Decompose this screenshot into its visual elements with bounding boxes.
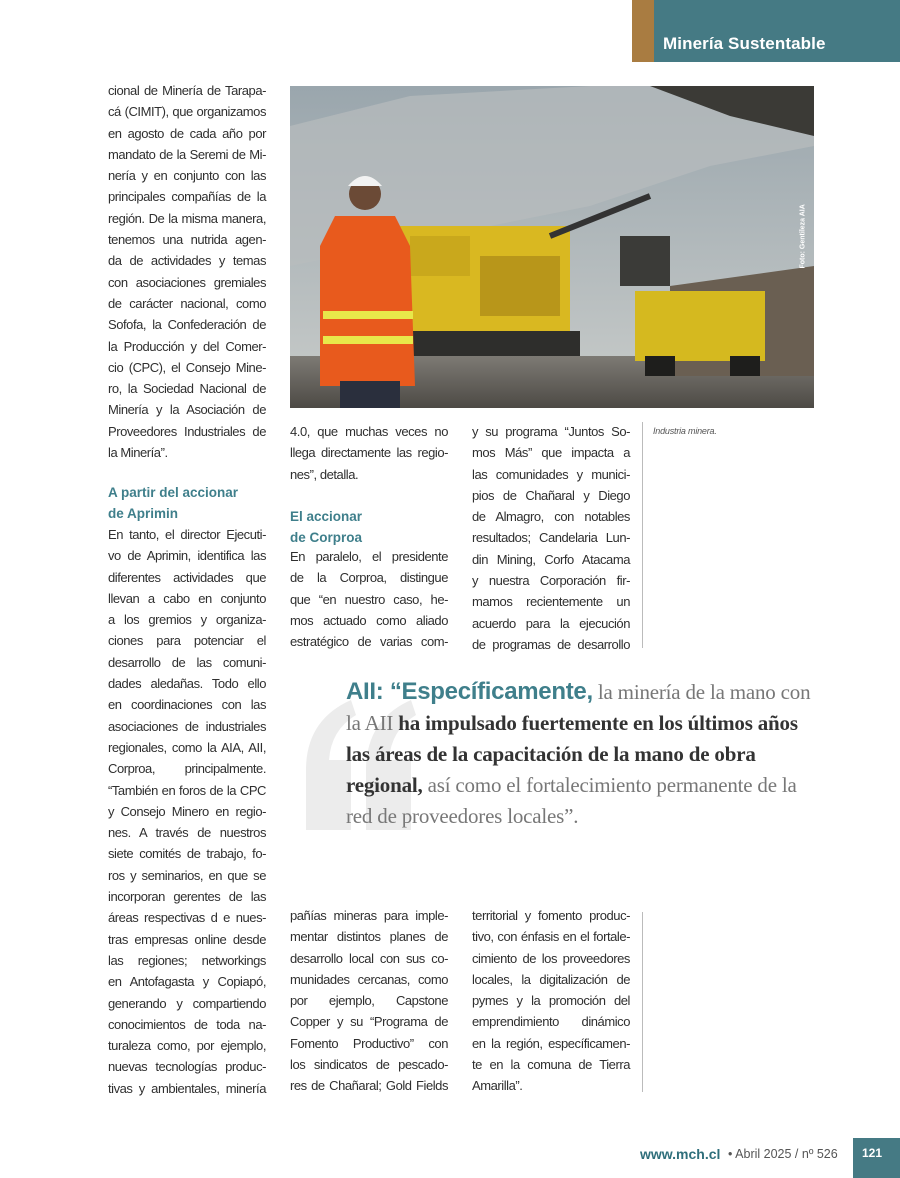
header-accent-bar [632, 0, 654, 62]
text-line: pymes y la promoción del [472, 993, 630, 1009]
text-line: generando y compartiendo [108, 995, 266, 1011]
text-line: incorporan gerentes de las [108, 889, 266, 905]
text-line: mentar distintos planes de [290, 929, 448, 945]
text-line: cimiento de los proveedores [472, 950, 630, 966]
pull-quote [346, 676, 826, 832]
text-col2-top [290, 421, 448, 485]
text-line: de carácter nacional, como [108, 295, 266, 311]
text-line: diferentes actividades que [108, 569, 266, 585]
text-line: nes. A través de nuestros [108, 825, 266, 841]
photo-credit: Foto: Gentileza AIA [799, 204, 807, 269]
text-line: en la región, específicamen- [472, 1035, 630, 1051]
text-line: mos actuado como aliado [290, 612, 448, 628]
text-line: y nuestra Corporación fir- [472, 573, 630, 589]
text-line: ros y seminarios, en que se [108, 867, 266, 883]
text-line: Minería y la Asociación de [108, 402, 266, 418]
text-line: a los gremios y organiza- [108, 612, 266, 628]
text-line: Corproa, principalmente. [108, 761, 266, 777]
text-line: ciones para potenciar el [108, 633, 266, 649]
footer-website-link[interactable]: www.mch.cl [640, 1146, 721, 1162]
subheading-line: de Aprimin [108, 506, 179, 522]
pull-quote-text: así como el fortalecimiento permanente de la red de proveedores locales”. [346, 773, 797, 828]
text-line: región. De la misma manera, [108, 210, 266, 226]
column-divider [642, 422, 643, 648]
subheading-aprimin [108, 482, 238, 525]
text-line: resultados; Candelaria Lun- [472, 530, 630, 546]
text-line: te en la comuna de Tierra [472, 1057, 630, 1073]
text-line: la Minería”. [108, 445, 168, 461]
text-line: llevan a cabo en conjunto [108, 590, 266, 606]
text-line: nería y en conjunto con las [108, 168, 266, 184]
text-line: cá (CIMIT), que organizamos [108, 104, 266, 120]
text-line: Proveedores Industriales de [108, 423, 266, 439]
text-line: principales compañías de la [108, 189, 266, 205]
photo-caption: Industria minera. [653, 426, 717, 436]
text-line: nes”, detalla. [290, 466, 359, 482]
text-line: desarrollo de las comuni- [108, 654, 266, 670]
subheading-line: de Corproa [290, 530, 363, 546]
text-line: da de actividades y temas [108, 253, 266, 269]
text-line: turaleza como, por ejemplo, [108, 1038, 266, 1054]
subheading-line: A partir del accionar [108, 485, 239, 500]
text-line: pañías mineras para imple- [290, 908, 448, 923]
text-line: las comunidades y munici- [472, 466, 630, 482]
subheading-corproa [290, 506, 362, 549]
text-line: de la Corproa, distingue [290, 570, 448, 586]
footer-issue: • Abril 2025 / nº 526 [728, 1147, 838, 1161]
text-line: siete comités de trabajo, fo- [108, 846, 266, 862]
text-line: dades aledañas. Todo ello [108, 676, 266, 692]
text-line: la Producción y del Comer- [108, 338, 266, 354]
text-line: mamos recientemente un [472, 594, 630, 610]
text-line: conocimientos de toda na- [108, 1016, 266, 1032]
subheading-line: El accionar [290, 509, 363, 524]
text-line: Fomento Productivo” con [290, 1035, 448, 1051]
text-line: en Antofagasta y Copiapó, [108, 974, 266, 990]
text-line: mandato de la Seremi de Mi- [108, 146, 266, 162]
text-line: y su programa “Juntos So- [472, 424, 630, 439]
text-line: 4.0, que muchas veces no [290, 424, 448, 439]
text-line: En paralelo, el presidente [290, 549, 448, 564]
text-col3-bottom [472, 905, 630, 1097]
text-col2-bottom [290, 905, 448, 1097]
text-line: cional de Minería de Tarapa- [108, 83, 266, 98]
text-line: en agosto de cada año por [108, 125, 266, 141]
text-line: las regiones; networkings [108, 952, 266, 968]
text-line: res de Chañaral; Gold Fields [290, 1078, 448, 1094]
text-line: ro, la Sociedad Nacional de [108, 381, 266, 397]
text-line: vo de Aprimin, identifica las [108, 548, 266, 564]
text-line: por ejemplo, Capstone [290, 993, 448, 1009]
text-line: cio (CPC), el Consejo Mine- [108, 359, 266, 375]
text-line: que “en nuestro caso, he- [290, 591, 448, 607]
pull-quote-bold: ha impulsado fuertemente en los últimos años las áreas de la capacitación de la mano de obra regional, [346, 711, 798, 797]
pull-quote-lead: AII: “Específicamente, [346, 678, 593, 705]
text-line: regionales, como la AIA, AII, [108, 739, 266, 755]
mining-photo [290, 86, 814, 408]
text-line: Copper y su “Programa de [290, 1014, 448, 1030]
text-line: mos Más” que impacta a [472, 445, 630, 461]
section-title: Minería Sustentable [663, 34, 826, 53]
text-line: con asociaciones gremiales [108, 274, 266, 290]
mining-scene-image [290, 86, 814, 408]
text-line: tenemos una nutrida agen- [108, 232, 266, 248]
text-line: tras empresas online desde [108, 931, 266, 947]
text-line: En tanto, el director Ejecuti- [108, 527, 266, 542]
text-line: nuevas tecnologías produc- [108, 1059, 266, 1075]
text-line: emprendimiento dinámico [472, 1014, 630, 1030]
text-line: tivo, con énfasis en el fortale- [472, 929, 630, 945]
text-line: territorial y fomento produc- [472, 908, 630, 923]
text-line: estratégico de varias com- [290, 634, 448, 650]
text-line: tivas y ambientales, minería [108, 1080, 266, 1096]
text-line: munidades cercanas, como [290, 971, 448, 987]
page-number: 121 [862, 1146, 883, 1160]
text-line: de programas de desarrollo [472, 636, 630, 652]
text-line: Amarilla”. [472, 1078, 523, 1094]
text-line: los sindicatos de pescado- [290, 1057, 448, 1073]
text-line: en coordinaciones con las [108, 697, 266, 713]
pull-quote-text: la minería de la mano con la AII [346, 680, 811, 735]
text-col2-mid [290, 546, 448, 652]
text-line: y Consejo Minero en regio- [108, 803, 266, 819]
text-line: Sofofa, la Confederación de [108, 317, 266, 333]
text-col1-top [108, 80, 266, 463]
text-col3-top [472, 421, 630, 655]
text-line: áreas respectivas d e nues- [108, 910, 266, 926]
text-line: pios de Chañaral y Diego [472, 487, 630, 503]
text-line: din Mining, Corfo Atacama [472, 551, 630, 567]
column-divider [642, 912, 643, 1092]
text-line: llega directamente las regio- [290, 445, 448, 461]
text-line: “También en foros de la CPC [108, 782, 266, 798]
text-line: desarrollo local con sus co- [290, 950, 448, 966]
text-line: de Almagro, con notables [472, 509, 630, 525]
text-line: locales, la digitalización de [472, 971, 630, 987]
text-col1-bottom [108, 524, 266, 1099]
text-line: asociaciones de industriales [108, 718, 266, 734]
text-line: acuerdo para la ejecución [472, 615, 630, 631]
